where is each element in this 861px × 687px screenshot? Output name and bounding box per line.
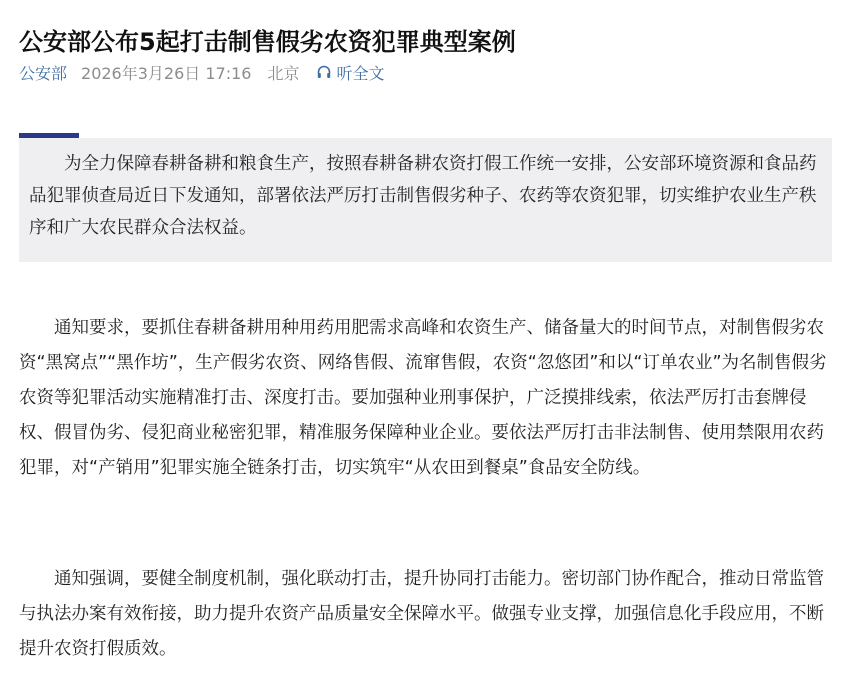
listen-button[interactable] bbox=[316, 61, 385, 84]
article-summary-box bbox=[19, 138, 832, 262]
article-paragraph: 通知要求，要抓住春耕备耕用种用药用肥需求高峰和农资生产、储备量大的时间节点，对制售假劣农资“黑窝点”“黑作坊”，生产假劣农资、网络售假、流窜售假，农资“忽悠团”和以“订单农业”为名制售假劣农资等犯罪活动实施精准打击、深度打击。要加强种业刑事保护，广泛摸排线索，依法严厉打击套牌侵权、假冒伪劣、侵犯商业秘密犯罪，精准服务保障种业企业。要依法严厉打击非法制售、使用禁限用农药犯罪，对“产销用”犯罪实施全链条打击，切实筑牢“从农田到餐桌”食品安全防线。 bbox=[19, 318, 827, 478]
article-location: 北京 bbox=[267, 63, 300, 83]
headphones-icon bbox=[316, 64, 332, 80]
article-paragraph: 通知强调，要健全制度机制，强化联动打击，提升协同打击能力。密切部门协作配合，推动日常监管与执法办案有效衔接，助力提升农资产品质量安全保障水平。做强专业支撑，加强信息化手段应用，不断提升农资打假质效。 bbox=[19, 569, 824, 659]
article-date: 2026年3月26日 17:16 bbox=[81, 63, 252, 83]
article-meta bbox=[19, 58, 385, 86]
article-source[interactable]: 公安部 bbox=[19, 63, 68, 83]
listen-label: 听全文 bbox=[336, 63, 385, 83]
article-summary: 为全力保障春耕备耕和粮食生产，按照春耕备耕农资打假工作统一安排，公安部环境资源和食品药品犯罪侦查局近日下发通知，部署依法严厉打击制售假劣种子、农药等农资犯罪，切实维护农业生产秩序和广大农民群众合法权益。 bbox=[29, 154, 817, 238]
article-title: 公安部公布5起打击制售假劣农资犯罪典型案例 bbox=[19, 28, 516, 57]
